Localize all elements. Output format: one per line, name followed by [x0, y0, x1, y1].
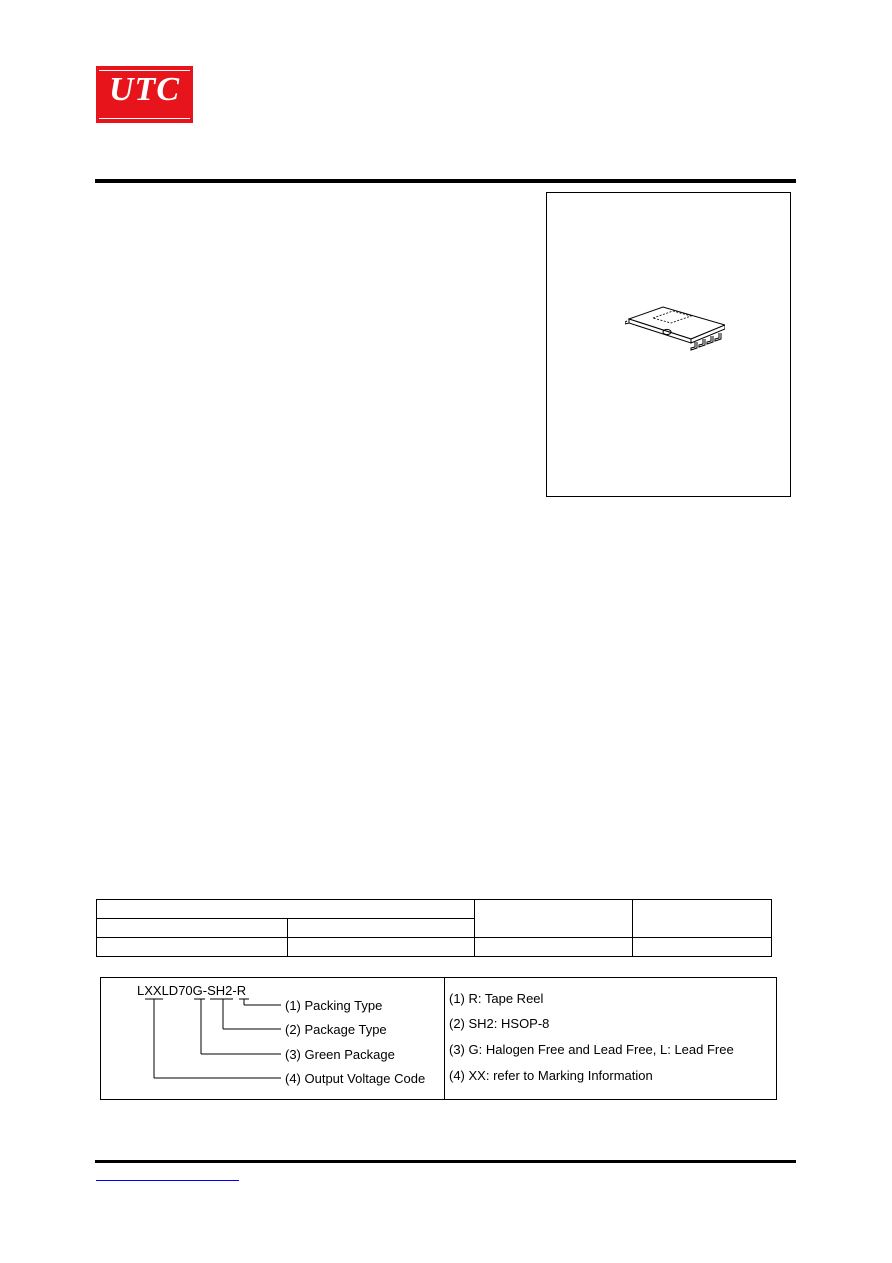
utc-logo: [96, 66, 193, 123]
output-voltage-code-label: (4) Output Voltage Code: [285, 1071, 426, 1086]
package-type-desc: (2) SH2: HSOP-8: [449, 1016, 550, 1031]
header-rule: [95, 179, 796, 183]
package-image-box: [546, 192, 791, 497]
table-row: [97, 938, 772, 957]
website-link[interactable]: [96, 1174, 239, 1181]
table-cell: [97, 938, 288, 957]
table-cell: [288, 919, 475, 938]
green-package-label: (3) Green Package: [285, 1047, 395, 1062]
packing-type-label: (1) Packing Type: [285, 998, 383, 1013]
table-cell: [475, 900, 633, 938]
output-voltage-code-desc: (4) XX: refer to Marking Information: [449, 1068, 653, 1083]
table-cell: [475, 938, 633, 957]
table-cell: [633, 938, 772, 957]
table-cell: [633, 900, 772, 938]
logo-text: UTC: [109, 71, 180, 108]
part-code: LXXLD70G-SH2-R: [137, 983, 247, 998]
table-cell: [288, 938, 475, 957]
table-header-row: [97, 900, 772, 919]
package-type-label: (2) Package Type: [285, 1022, 387, 1037]
ordering-table: [96, 899, 772, 957]
hsop8-package-image: [625, 305, 725, 365]
part-number-marking-box: [100, 977, 777, 1100]
packing-type-desc: (1) R: Tape Reel: [449, 991, 544, 1006]
green-package-desc: (3) G: Halogen Free and Lead Free, L: Lead Free: [449, 1042, 734, 1057]
table-cell: [97, 919, 288, 938]
table-cell: [97, 900, 475, 919]
marking-divider: [444, 978, 445, 1099]
footer-rule: [95, 1160, 796, 1163]
